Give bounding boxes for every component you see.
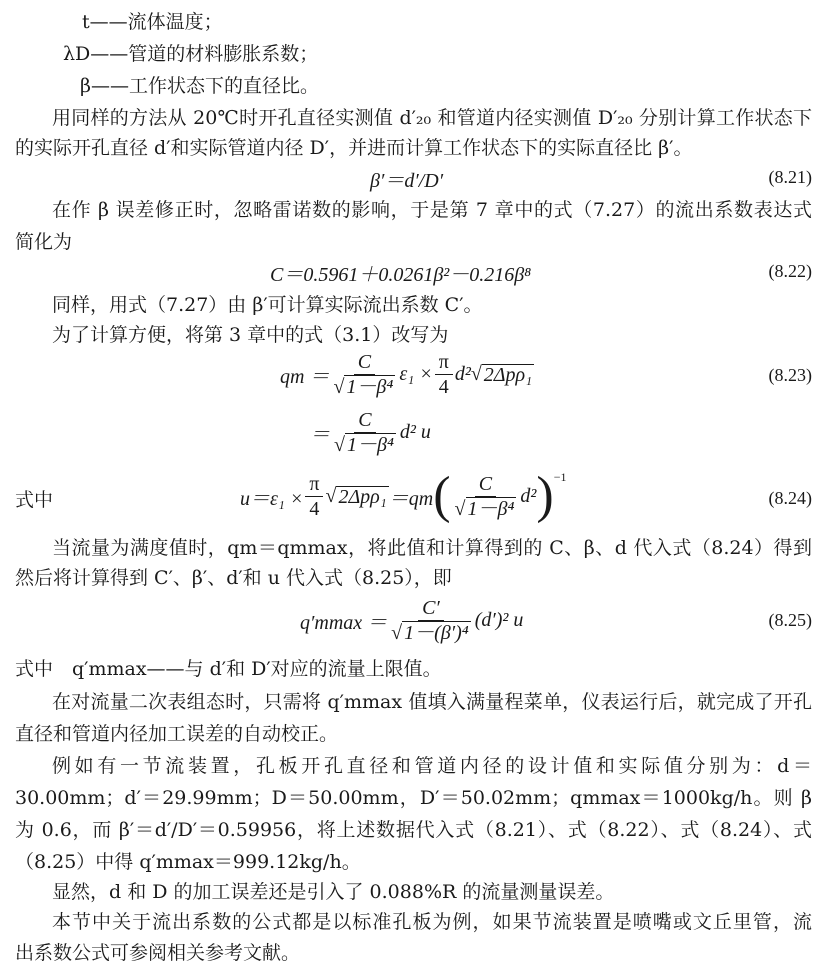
paragraph-line: 例如有一节流装置，孔板开孔直径和管道内径的设计值和实际值分别为：d＝ [52, 755, 812, 777]
equation-8-22: C＝0.5961＋0.0261β²－0.216β⁸ [270, 264, 532, 286]
paragraph-line: 出系数公式可参阅相关参考文献。 [15, 942, 301, 964]
paragraph-line: 同样，用式（7.27）由 β′可计算实际流出系数 C′。 [52, 294, 483, 316]
numerator: C′ [418, 596, 444, 621]
numerator: C [475, 472, 496, 497]
paragraph-line: 简化为 [15, 231, 73, 253]
d-squared: d² [520, 484, 537, 507]
radicand: 2Δpρ₁ [338, 485, 387, 508]
denominator: 4 [438, 376, 449, 398]
sqrt-icon: √ [470, 363, 482, 385]
equation-number: (8.22) [768, 261, 812, 281]
paragraph-line: 为了计算方便，将第 3 章中的式（3.1）改写为 [52, 324, 449, 346]
paragraph-line: 然后将计算得到 C′、β′、d′和 u 代入式（8.25），即 [15, 567, 452, 589]
denominator [331, 375, 397, 399]
paragraph-line: 用同样的方法从 20℃时开孔直径实测值 d′₂₀ 和管道内径实测值 D′₂₀ 分别计算工作状态下 [52, 107, 812, 129]
fraction [332, 408, 398, 457]
numerator: π [305, 472, 323, 497]
sqrt-icon: √ [325, 484, 337, 507]
paragraph-line: 本节中关于流出系数的公式都是以标准孔板为例，如果节流装置是喷嘴或文丘里管，流 [52, 911, 812, 933]
definition-lambda: λD——管道的材料膨胀系数； [63, 43, 319, 65]
radicand: 1－β⁴ [467, 497, 515, 520]
right-paren: ) [536, 467, 554, 524]
numerator: C [354, 350, 375, 375]
sqrt-icon: √ [391, 622, 403, 644]
radicand: 1－β⁴ [346, 376, 394, 398]
equation-8-25 [300, 596, 523, 645]
fraction [389, 596, 473, 645]
fraction [331, 350, 397, 399]
radicand: 1－β⁴ [346, 434, 394, 456]
equation-8-23-line2 [310, 408, 431, 457]
eq-lhs: q′mmax ＝ [300, 612, 388, 634]
equation-number: (8.21) [768, 167, 812, 187]
epsilon-term: ε₁ × [399, 363, 433, 385]
qm-term: ＝qm [388, 487, 434, 510]
equation-number: (8.25) [768, 610, 812, 630]
equation-8-21: β′＝d′/D′ [370, 170, 444, 192]
fraction [453, 472, 519, 521]
equation-8-23 [280, 350, 534, 399]
dpu-term: (d′)² u [474, 609, 524, 631]
paragraph-line: 式中 q′mmax——与 d′和 D′对应的流量上限值。 [15, 658, 442, 680]
equation-number: (8.23) [768, 365, 812, 385]
paragraph-line: 在对流量二次表组态时，只需将 q′mmax 值填入满量程菜单，仪表运行后，就完成了开孔 [52, 691, 812, 713]
numerator: π [435, 350, 453, 375]
paragraph-line: 直径和管道内径加工误差的自动校正。 [15, 723, 339, 745]
left-paren: ( [433, 467, 451, 524]
u-term: u＝ε₁ × [240, 487, 304, 510]
exponent: −1 [553, 470, 567, 484]
equation-number: (8.24) [768, 488, 812, 508]
paragraph-line: 的实际开孔直径 d′和实际管道内径 D′，并进而计算工作状态下的实际直径比 β′。 [15, 137, 693, 159]
fraction [305, 472, 323, 521]
radicand: 2Δpρ₁ [483, 364, 533, 386]
numerator: C [354, 408, 375, 433]
d-squared: d² [454, 363, 471, 385]
paragraph-line: 在作 β 误差修正时，忽略雷诺数的影响，于是第 7 章中的式（7.27）的流出系数表达式 [52, 199, 812, 221]
sqrt-icon: √ [334, 434, 345, 456]
definition-t: t——流体温度； [82, 11, 223, 33]
denominator: 4 [309, 497, 320, 520]
d2u-term: d² u [399, 421, 431, 443]
paragraph-line: 30.00mm；d′＝29.99mm；D＝50.00mm，D′＝50.02mm；qmmax＝1000kg/h。则 β [15, 787, 812, 809]
paragraph-line: 为 0.6，而 β′＝d′/D′＝0.59956，将上述数据代入式（8.21）、式（8.22）、式（8.24）、式 [15, 819, 812, 841]
equation-8-24 [240, 467, 567, 524]
paragraph-line: （8.25）中得 q′mmax＝999.12kg/h。 [15, 851, 361, 873]
paragraph-line: 当流量为满度值时，qm＝qmmax，将此值和计算得到的 C、β、d 代入式（8.24）得到 [52, 537, 812, 559]
equals: ＝ [310, 424, 330, 446]
definition-beta: β——工作状态下的直径比。 [80, 75, 319, 97]
denominator [389, 621, 473, 645]
paragraph-line: 显然，d 和 D 的加工误差还是引入了 0.088%R 的流量测量误差。 [52, 881, 615, 903]
fraction [435, 350, 453, 399]
eq-lhs: qm ＝ [280, 366, 330, 388]
sqrt-icon: √ [454, 497, 466, 520]
denominator [332, 433, 398, 457]
where-label: 式中 [15, 489, 54, 511]
sqrt-icon: √ [333, 376, 345, 398]
denominator [453, 497, 519, 521]
radicand: 1－(β′)⁴ [404, 622, 469, 644]
